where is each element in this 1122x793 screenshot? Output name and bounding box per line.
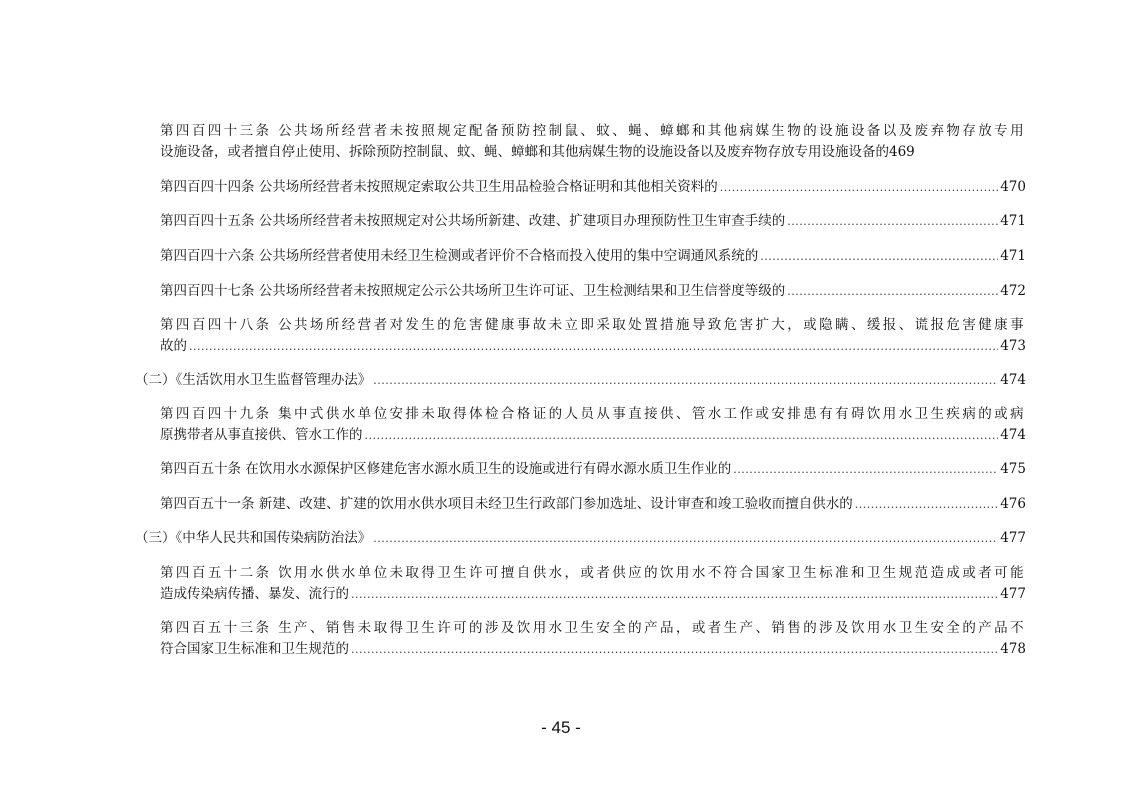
- toc-entry-text-continued: 符合国家卫生标准和卫生规范的: [160, 641, 349, 657]
- toc-entry[interactable]: [160, 281, 1026, 302]
- toc-page-number: 471: [1000, 213, 1026, 229]
- toc-entry-text: 第四百四十四条 公共场所经营者未按照规定索取公共卫生用品检验合格证明和其他相关资料的: [160, 179, 718, 195]
- toc-entry[interactable]: [160, 246, 1026, 267]
- dot-leader: [365, 425, 999, 446]
- dot-leader: [189, 336, 998, 357]
- toc-entry[interactable]: [160, 211, 1026, 232]
- toc-entry[interactable]: [160, 404, 1026, 446]
- toc-entry[interactable]: [160, 177, 1026, 198]
- dot-leader: [787, 211, 998, 232]
- toc-section-text: （二）《生活饮用水卫生监督管理办法》: [135, 372, 372, 388]
- toc-page-number: 473: [1000, 338, 1026, 354]
- toc-entry-text: 第四百四十七条 公共场所经营者未按照规定公示公共场所卫生许可证、卫生检测结果和卫生信誉度等级的: [160, 283, 786, 299]
- toc-entry[interactable]: [160, 618, 1026, 660]
- toc-entry[interactable]: [160, 563, 1026, 605]
- toc-page-number: 474: [1000, 427, 1026, 443]
- toc-entry[interactable]: [160, 121, 1026, 163]
- dot-leader: [760, 246, 998, 267]
- toc-entry-text: 第四百四十六条 公共场所经营者使用未经卫生检测或者评价不合格而投入使用的集中空调通风系统的: [160, 248, 759, 264]
- dot-leader: [855, 494, 998, 515]
- toc-entry-text: 第四百五十三条 生产、销售未取得卫生许可的涉及饮用水卫生安全的产品，或者生产、销售的涉及饮用水卫生安全的产品不: [160, 620, 1026, 636]
- toc-section-text: （三）《中华人民共和国传染病防治法》: [135, 530, 372, 546]
- page-number-footer: - 45 -: [541, 718, 581, 737]
- toc-entry-text-continued: 造成传染病传播、暴发、流行的: [160, 586, 349, 602]
- toc-entry-text: 第四百五十二条 饮用水供水单位未取得卫生许可擅自供水，或者供应的饮用水不符合国家卫生标准和卫生规范造成或者可能: [160, 565, 1026, 581]
- toc-page-number: 477: [1000, 586, 1026, 602]
- toc-page-number: 470: [1000, 179, 1026, 195]
- toc-page-number: 471: [1000, 248, 1026, 264]
- dot-leader: [787, 281, 998, 302]
- toc-section-heading[interactable]: [135, 370, 1026, 391]
- toc-page-number: 476: [1000, 496, 1026, 512]
- toc-entry[interactable]: [160, 315, 1026, 357]
- dot-leader: [351, 639, 998, 660]
- toc-page-number: 475: [1000, 461, 1026, 477]
- toc-entry-text: 第四百五十一条 新建、改建、扩建的饮用水供水项目未经卫生行政部门参加选址、设计审查和竣工验收而擅自供水的: [160, 496, 853, 512]
- toc-entry-text: 第四百五十条 在饮用水水源保护区修建危害水源水质卫生的设施或进行有碍水源水质卫生作业的: [160, 461, 732, 477]
- toc-entry-text-continued: 设施设备，或者擅自停止使用、拆除预防控制鼠、蚊、蝇、蟑螂和其他病媒生物的设施设备以及废弃物存放专用设施设备的: [160, 144, 889, 160]
- dot-leader: [351, 584, 998, 605]
- toc-entry-text-continued: 故的: [160, 338, 187, 354]
- toc-entry-text-continued: 原携带者从事直接供、管水工作的: [160, 427, 363, 443]
- toc-entry-text: 第四百四十三条 公共场所经营者未按照规定配备预防控制鼠、蚊、蝇、蟑螂和其他病媒生物的设施设备以及废弃物存放专用: [160, 123, 1026, 139]
- toc-entry[interactable]: [160, 494, 1026, 515]
- toc-page-number: 472: [1000, 283, 1026, 299]
- toc-page-number: 469: [889, 144, 915, 160]
- toc-entry[interactable]: [160, 459, 1026, 480]
- toc-section-heading[interactable]: [135, 528, 1026, 549]
- dot-leader: [720, 177, 998, 198]
- toc-page-number: 477: [1000, 530, 1026, 546]
- toc-entry-text: 第四百四十九条 集中式供水单位安排未取得体检合格证的人员从事直接供、管水工作或安排患有有碍饮用水卫生疾病的或病: [160, 406, 1026, 422]
- dot-leader: [373, 528, 998, 549]
- toc-entry-text: 第四百四十五条 公共场所经营者未按照规定对公共场所新建、改建、扩建项目办理预防性卫生审查手续的: [160, 213, 786, 229]
- toc-entry-text: 第四百四十八条 公共场所经营者对发生的危害健康事故未立即采取处置措施导致危害扩大，或隐瞒、缓报、谎报危害健康事: [160, 317, 1026, 333]
- toc-page-number: 474: [1000, 372, 1026, 388]
- toc-page-number: 478: [1000, 641, 1026, 657]
- dot-leader: [373, 370, 998, 391]
- dot-leader: [733, 459, 998, 480]
